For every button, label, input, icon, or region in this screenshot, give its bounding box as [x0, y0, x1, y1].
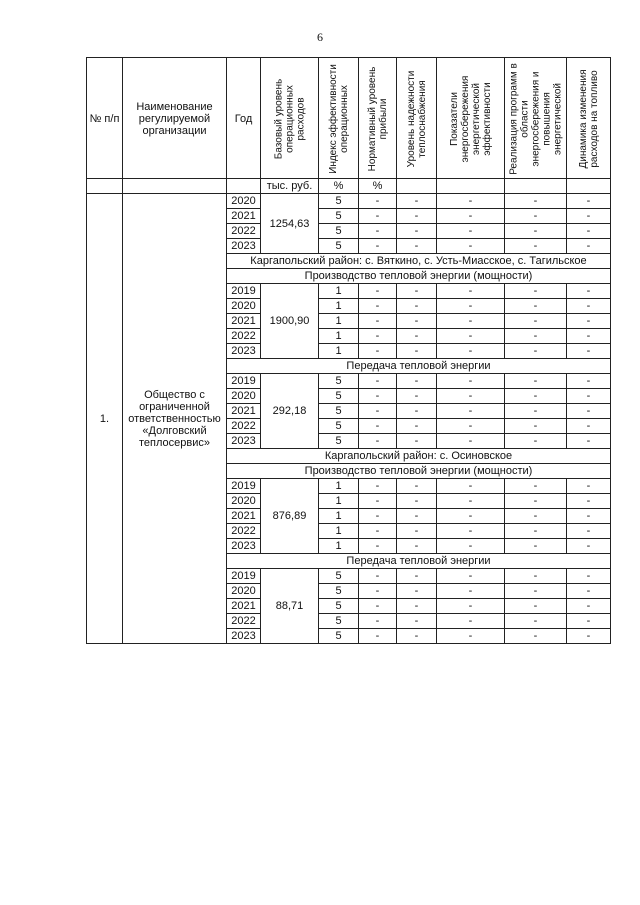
year-cell: 2023	[227, 239, 261, 254]
dash-cell: -	[567, 434, 611, 449]
header-energy: Показатели энергосбережения энергетической эффективности	[448, 75, 493, 163]
dash-cell: -	[397, 569, 437, 584]
dash-cell: -	[567, 344, 611, 359]
unit-empty	[567, 179, 611, 194]
dash-cell: -	[397, 239, 437, 254]
regulation-table	[86, 57, 611, 644]
district-title: Каргапольский район: с. Осиновское	[227, 449, 611, 464]
dash-cell: -	[505, 599, 567, 614]
dash-cell: -	[437, 434, 505, 449]
index-cell: 1	[319, 284, 359, 299]
dash-cell: -	[359, 404, 397, 419]
unit-empty	[227, 179, 261, 194]
index-cell: 5	[319, 194, 359, 209]
dash-cell: -	[397, 284, 437, 299]
dash-cell: -	[505, 539, 567, 554]
dash-cell: -	[567, 614, 611, 629]
district-title: Каргапольский район: с. Вяткино, с. Усть-Миасское, с. Тагильское	[227, 254, 611, 269]
dash-cell: -	[397, 539, 437, 554]
year-cell: 2019	[227, 284, 261, 299]
dash-cell: -	[397, 584, 437, 599]
dash-cell: -	[567, 524, 611, 539]
dash-cell: -	[505, 194, 567, 209]
dash-cell: -	[437, 389, 505, 404]
unit-empty	[397, 179, 437, 194]
dash-cell: -	[437, 479, 505, 494]
base-level-cell: 1254,63	[261, 194, 319, 254]
dash-cell: -	[397, 389, 437, 404]
year-cell: 2022	[227, 224, 261, 239]
header-org-name: Наименование регулируемой организации	[123, 58, 227, 179]
dash-cell: -	[437, 419, 505, 434]
dash-cell: -	[359, 629, 397, 644]
base-level-cell: 88,71	[261, 569, 319, 644]
header-programs-cell	[505, 58, 567, 179]
dash-cell: -	[437, 284, 505, 299]
dash-cell: -	[397, 299, 437, 314]
table-row	[87, 194, 611, 209]
header-programs: Реализация программ в области энергосбережения и повышения энергетической	[508, 63, 563, 175]
header-row	[87, 58, 611, 179]
dash-cell: -	[567, 209, 611, 224]
dash-cell: -	[567, 494, 611, 509]
dash-cell: -	[437, 224, 505, 239]
header-dynamics: Динамика изменения расходов на топливо	[577, 69, 600, 169]
unit-empty	[505, 179, 567, 194]
index-cell: 1	[319, 494, 359, 509]
index-cell: 5	[319, 434, 359, 449]
dash-cell: -	[359, 509, 397, 524]
year-cell: 2019	[227, 374, 261, 389]
index-cell: 5	[319, 419, 359, 434]
dash-cell: -	[397, 434, 437, 449]
dash-cell: -	[505, 479, 567, 494]
dash-cell: -	[437, 314, 505, 329]
header-year: Год	[227, 58, 261, 179]
dash-cell: -	[397, 404, 437, 419]
dash-cell: -	[567, 194, 611, 209]
dash-cell: -	[567, 569, 611, 584]
index-cell: 1	[319, 344, 359, 359]
dash-cell: -	[397, 224, 437, 239]
dash-cell: -	[567, 224, 611, 239]
dash-cell: -	[359, 539, 397, 554]
unit-base: тыс. руб.	[261, 179, 319, 194]
year-cell: 2022	[227, 419, 261, 434]
dash-cell: -	[397, 314, 437, 329]
year-cell: 2019	[227, 569, 261, 584]
unit-index: %	[319, 179, 359, 194]
row-number: 1.	[87, 194, 123, 644]
dash-cell: -	[567, 329, 611, 344]
index-cell: 1	[319, 524, 359, 539]
dash-cell: -	[359, 389, 397, 404]
dash-cell: -	[437, 524, 505, 539]
header-profit-cell	[359, 58, 397, 179]
section-title: Передача тепловой энергии	[227, 359, 611, 374]
dash-cell: -	[567, 584, 611, 599]
year-cell: 2020	[227, 389, 261, 404]
dash-cell: -	[505, 209, 567, 224]
dash-cell: -	[567, 314, 611, 329]
section-title: Производство тепловой энергии (мощности)	[227, 269, 611, 284]
dash-cell: -	[505, 239, 567, 254]
dash-cell: -	[567, 599, 611, 614]
dash-cell: -	[505, 509, 567, 524]
year-cell: 2023	[227, 344, 261, 359]
dash-cell: -	[359, 209, 397, 224]
year-cell: 2021	[227, 509, 261, 524]
dash-cell: -	[359, 314, 397, 329]
dash-cell: -	[359, 614, 397, 629]
dash-cell: -	[437, 569, 505, 584]
dash-cell: -	[567, 479, 611, 494]
index-cell: 1	[319, 479, 359, 494]
dash-cell: -	[359, 569, 397, 584]
dash-cell: -	[505, 434, 567, 449]
dash-cell: -	[437, 374, 505, 389]
index-cell: 1	[319, 314, 359, 329]
index-cell: 1	[319, 539, 359, 554]
index-cell: 1	[319, 329, 359, 344]
header-energy-cell	[437, 58, 505, 179]
year-cell: 2022	[227, 614, 261, 629]
dash-cell: -	[437, 299, 505, 314]
index-cell: 5	[319, 569, 359, 584]
year-cell: 2023	[227, 539, 261, 554]
page-number: 6	[317, 30, 323, 44]
dash-cell: -	[567, 419, 611, 434]
dash-cell: -	[359, 194, 397, 209]
dash-cell: -	[437, 599, 505, 614]
header-dynamics-cell	[567, 58, 611, 179]
dash-cell: -	[397, 194, 437, 209]
header-base-cell	[261, 58, 319, 179]
dash-cell: -	[437, 239, 505, 254]
dash-cell: -	[359, 479, 397, 494]
year-cell: 2021	[227, 599, 261, 614]
dash-cell: -	[505, 224, 567, 239]
header-reliability-cell	[397, 58, 437, 179]
unit-empty	[437, 179, 505, 194]
dash-cell: -	[437, 209, 505, 224]
dash-cell: -	[359, 239, 397, 254]
dash-cell: -	[437, 494, 505, 509]
index-cell: 5	[319, 389, 359, 404]
unit-empty	[87, 179, 123, 194]
dash-cell: -	[505, 344, 567, 359]
dash-cell: -	[567, 389, 611, 404]
year-cell: 2021	[227, 314, 261, 329]
dash-cell: -	[397, 494, 437, 509]
organization-name: Общество с ограниченной ответственностью «Долговский теплосервис»	[123, 194, 227, 644]
section-title: Производство тепловой энергии (мощности)	[227, 464, 611, 479]
dash-cell: -	[505, 614, 567, 629]
unit-profit: %	[359, 179, 397, 194]
index-cell: 5	[319, 629, 359, 644]
dash-cell: -	[505, 419, 567, 434]
year-cell: 2020	[227, 299, 261, 314]
year-cell: 2020	[227, 194, 261, 209]
header-base: Базовый уровень операционных расходов	[273, 78, 306, 160]
dash-cell: -	[505, 569, 567, 584]
dash-cell: -	[505, 329, 567, 344]
index-cell: 5	[319, 614, 359, 629]
base-level-cell: 876,89	[261, 479, 319, 554]
dash-cell: -	[505, 494, 567, 509]
dash-cell: -	[505, 374, 567, 389]
dash-cell: -	[437, 584, 505, 599]
index-cell: 5	[319, 224, 359, 239]
dash-cell: -	[397, 374, 437, 389]
dash-cell: -	[437, 329, 505, 344]
index-cell: 5	[319, 239, 359, 254]
dash-cell: -	[359, 344, 397, 359]
dash-cell: -	[505, 629, 567, 644]
dash-cell: -	[359, 494, 397, 509]
dash-cell: -	[505, 404, 567, 419]
dash-cell: -	[437, 404, 505, 419]
year-cell: 2020	[227, 494, 261, 509]
dash-cell: -	[567, 539, 611, 554]
dash-cell: -	[505, 524, 567, 539]
dash-cell: -	[397, 524, 437, 539]
dash-cell: -	[359, 584, 397, 599]
section-title: Передача тепловой энергии	[227, 554, 611, 569]
dash-cell: -	[397, 509, 437, 524]
base-level-cell: 292,18	[261, 374, 319, 449]
header-reliability: Уровень надежности теплоснабжения	[405, 70, 428, 168]
year-cell: 2019	[227, 479, 261, 494]
dash-cell: -	[567, 299, 611, 314]
dash-cell: -	[437, 509, 505, 524]
dash-cell: -	[505, 584, 567, 599]
index-cell: 5	[319, 374, 359, 389]
dash-cell: -	[397, 629, 437, 644]
year-cell: 2023	[227, 629, 261, 644]
dash-cell: -	[505, 284, 567, 299]
dash-cell: -	[359, 224, 397, 239]
base-level-cell: 1900,90	[261, 284, 319, 359]
dash-cell: -	[567, 284, 611, 299]
header-index-cell	[319, 58, 359, 179]
dash-cell: -	[359, 524, 397, 539]
dash-cell: -	[359, 284, 397, 299]
dash-cell: -	[505, 389, 567, 404]
units-row	[87, 179, 611, 194]
dash-cell: -	[437, 344, 505, 359]
dash-cell: -	[437, 629, 505, 644]
unit-empty	[123, 179, 227, 194]
dash-cell: -	[397, 599, 437, 614]
dash-cell: -	[567, 374, 611, 389]
dash-cell: -	[437, 539, 505, 554]
dash-cell: -	[397, 209, 437, 224]
year-cell: 2022	[227, 524, 261, 539]
dash-cell: -	[397, 329, 437, 344]
dash-cell: -	[567, 509, 611, 524]
index-cell: 5	[319, 404, 359, 419]
header-num: № п/п	[87, 58, 123, 179]
index-cell: 5	[319, 209, 359, 224]
dash-cell: -	[437, 614, 505, 629]
dash-cell: -	[397, 344, 437, 359]
dash-cell: -	[359, 329, 397, 344]
dash-cell: -	[359, 419, 397, 434]
dash-cell: -	[359, 599, 397, 614]
index-cell: 5	[319, 599, 359, 614]
index-cell: 1	[319, 509, 359, 524]
header-profit: Нормативный уровень прибыли	[366, 66, 389, 172]
year-cell: 2022	[227, 329, 261, 344]
dash-cell: -	[359, 374, 397, 389]
index-cell: 1	[319, 299, 359, 314]
year-cell: 2020	[227, 584, 261, 599]
dash-cell: -	[359, 299, 397, 314]
dash-cell: -	[505, 299, 567, 314]
dash-cell: -	[567, 629, 611, 644]
year-cell: 2023	[227, 434, 261, 449]
year-cell: 2021	[227, 209, 261, 224]
dash-cell: -	[505, 314, 567, 329]
dash-cell: -	[567, 239, 611, 254]
header-index: Индекс эффективности операционных	[327, 64, 350, 174]
dash-cell: -	[437, 194, 505, 209]
dash-cell: -	[567, 404, 611, 419]
dash-cell: -	[397, 419, 437, 434]
dash-cell: -	[397, 479, 437, 494]
year-cell: 2021	[227, 404, 261, 419]
dash-cell: -	[397, 614, 437, 629]
dash-cell: -	[359, 434, 397, 449]
index-cell: 5	[319, 584, 359, 599]
